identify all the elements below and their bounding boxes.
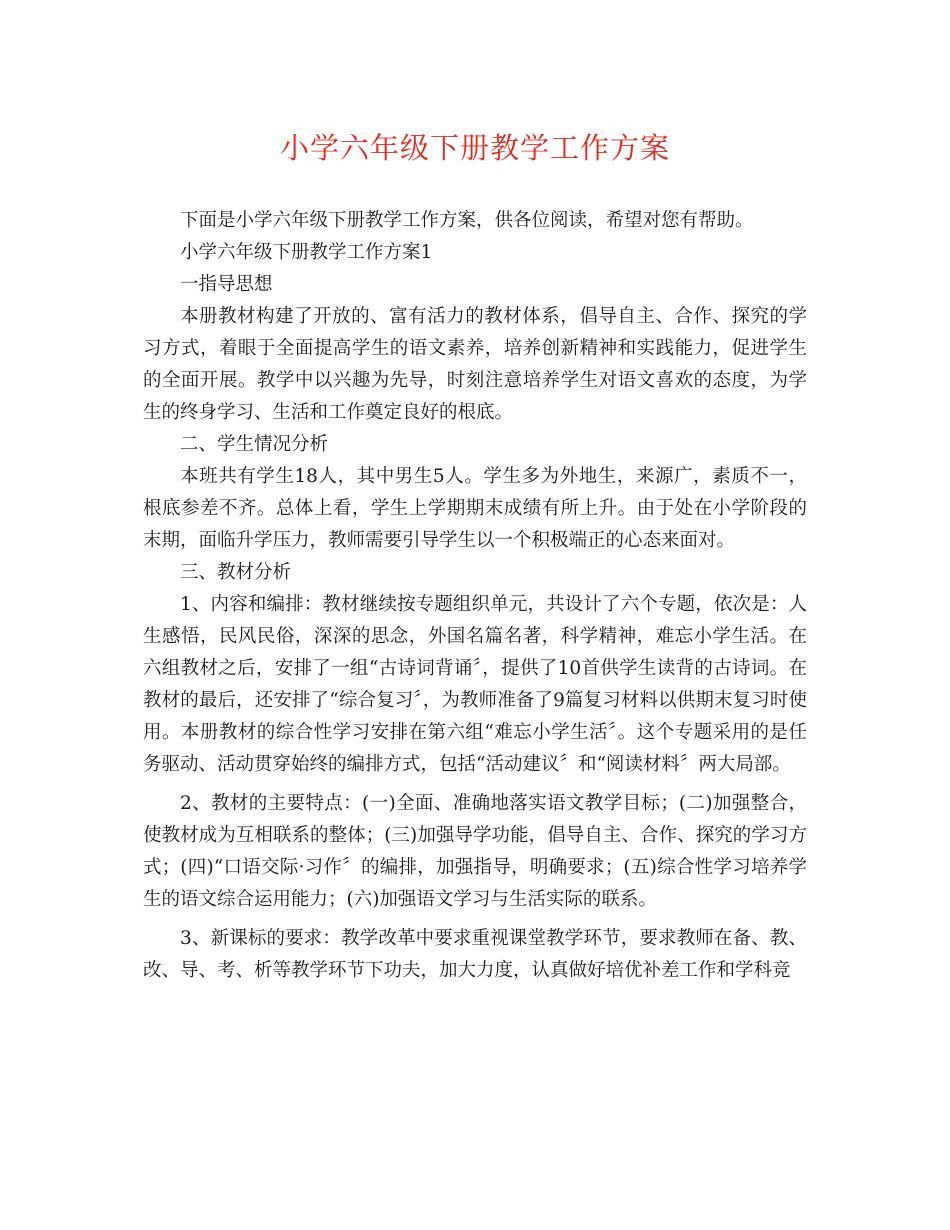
student-analysis-paragraph: 本班共有学生18人，其中男生5人。学生多为外地生，来源广，素质不一，根底参差不齐。总体上看，学生上学期期末成绩有所上升。由于处在小学阶段的末期，面临升学压力，教师需要引导学生以一个积极端正的心态来面对。 xyxy=(143,466,807,551)
guiding-thought-paragraph: 本册教材构建了开放的、富有活力的教材体系，倡导自主、合作、探究的学习方式，着眼于全面提高学生的语文素养，培养创新精神和实践能力，促进学生的全面开展。教学中以兴趣为先导，时刻注意培养学生对语文喜欢的态度，为学生的终身学习、生活和工作奠定良好的根底。 xyxy=(143,306,807,423)
plan-subtitle: 小学六年级下册教学工作方案1 xyxy=(180,242,433,263)
section-heading-guiding-thought: 一指导思想 xyxy=(180,274,273,295)
document-body xyxy=(143,205,807,987)
intro-paragraph: 下面是小学六年级下册教学工作方案，供各位阅读，希望对您有帮助。 xyxy=(180,210,754,231)
section-heading-student-analysis: 二、学生情况分析 xyxy=(180,434,329,455)
textbook-content-paragraph: 1、内容和编排：教材继续按专题组织单元，共设计了六个专题，依次是：人生感悟，民风民俗，深深的思念，外国名篇名著，科学精神，难忘小学生活。在六组教材之后，安排了一组“古诗词背诵〞，提供了10首供学生读背的古诗词。在教材的最后，还安排了“综合复习〞，为教师准备了9篇复习材料以供期末复习时使用。本册教材的综合性学习安排在第六组“难忘小学生活〞。这个专题采用的是任务驱动、活动贯穿始终的编排方式，包括“活动建议〞和“阅读材料〞两大局部。 xyxy=(143,594,807,775)
section-heading-textbook-analysis: 三、教材分析 xyxy=(180,562,292,583)
document-title: 小学六年级下册教学工作方案 xyxy=(279,131,670,165)
textbook-features-paragraph: 2、教材的主要特点：(一)全面、准确地落实语文教学目标；(二)加强整合，使教材成为互相联系的整体；(三)加强导学功能，倡导自主、合作、探究的学习方式；(四)“口语交际·习作〞的编排，加强指导，明确要求；(五)综合性学习培养学生的语文综合运用能力；(六)加强语文学习与生活实际的联系。 xyxy=(143,793,807,910)
curriculum-requirements-paragraph: 3、新课标的要求：教学改革中要求重视课堂教学环节，要求教师在备、教、改、导、考、析等教学环节下功夫，加大力度，认真做好培优补差工作和学科竞 xyxy=(143,928,807,981)
